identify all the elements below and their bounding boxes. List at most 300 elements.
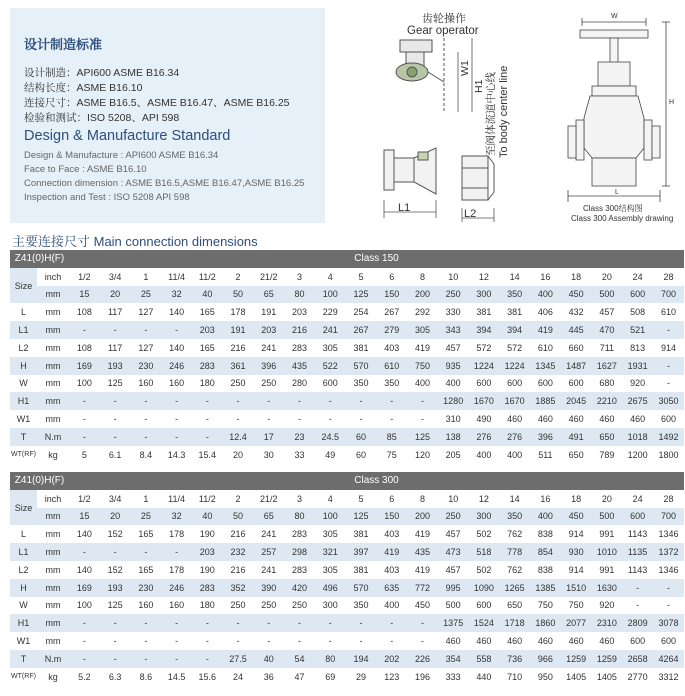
table-cell: 14.5 [161,668,192,686]
row-label: H1 [10,392,37,410]
unit-cell: mm [37,357,69,375]
table-cell: 460 [530,632,561,650]
table-cell: 460 [561,632,592,650]
table-cell: - [192,392,223,410]
table-cell: 117 [100,303,131,321]
row-label: T [10,428,37,446]
l1-label: L1 [398,202,411,214]
table-cell: 75 [376,446,407,464]
table-cell: 250 [438,286,469,304]
table-cell: - [69,650,100,668]
table-cell: 18 [561,268,592,286]
table-cell: 508 [622,303,653,321]
row-label: L [10,525,37,543]
table-cell: 50 [223,508,254,526]
table-row [10,410,684,428]
table-cell: - [130,632,161,650]
unit-cell: mm [37,286,69,304]
unit-cell: mm [37,508,69,526]
gear-operator-cn-label: 齿轮操作 [422,13,466,25]
table-cell: 1/2 [69,490,100,508]
table-cell: 460 [499,410,530,428]
table-cell: - [100,321,131,339]
table-cell: 6 [376,268,407,286]
row-label: L [10,303,37,321]
unit-cell: N.m [37,428,69,446]
table-cell: 635 [376,579,407,597]
center-line-cn-label: 至阀体流道中心线 [485,72,497,156]
table-cell: - [653,321,684,339]
table-cell: 350 [346,597,377,615]
table-cell: 36 [253,668,284,686]
table-cell: 1280 [438,392,469,410]
table-cell: 396 [253,357,284,375]
table-cell: 350 [499,508,530,526]
table-cell: 69 [315,668,346,686]
table-cell: 165 [130,525,161,543]
table-cell: 1135 [622,543,653,561]
table-cell: 3050 [653,392,684,410]
table-cell: - [192,632,223,650]
size-label: Size [10,490,37,526]
table-cell: - [253,392,284,410]
table-cell: 1345 [530,357,561,375]
table-cell: 491 [561,428,592,446]
table-cell: 1385 [530,579,561,597]
table-cell: 1143 [622,525,653,543]
table-cell: 276 [469,428,500,446]
table-cell: - [100,543,131,561]
table-cell: 1375 [438,614,469,632]
table-cell: 1492 [653,428,684,446]
table-cell: 400 [469,446,500,464]
unit-cell: mm [37,339,69,357]
table-cell: 178 [161,561,192,579]
model-label: Z41(0)H(F) [10,250,69,268]
table-cell: 125 [100,597,131,615]
table-cell: 30 [253,446,284,464]
table-cell: 25 [130,508,161,526]
table-cell: 750 [407,357,438,375]
table-cell: - [223,410,254,428]
table-cell: 600 [469,597,500,615]
unit-cell: mm [37,392,69,410]
table-cell: 226 [407,650,438,668]
table-cell: 381 [346,561,377,579]
table-cell: 950 [530,668,561,686]
table-cell: - [192,428,223,446]
table-cell: 420 [284,579,315,597]
table-cell: - [407,632,438,650]
table-cell: 283 [192,357,223,375]
table-cell: 152 [100,561,131,579]
table-cell: 660 [561,339,592,357]
table-cell: 600 [315,375,346,393]
row-label: L2 [10,561,37,579]
valve-drawings [340,8,685,230]
table-cell: 305 [315,339,346,357]
main-dimensions-title: 主要连接尺寸 Main connection dimensions [12,234,258,249]
table-cell: 165 [130,561,161,579]
table-cell: 352 [223,579,254,597]
table-cell: 178 [161,525,192,543]
table-cell: 610 [530,339,561,357]
table-cell: 267 [376,303,407,321]
table-cell: 600 [622,508,653,526]
table-cell: 25 [130,286,161,304]
row-label: W1 [10,410,37,428]
table-cell: 502 [469,561,500,579]
row-label: W [10,375,37,393]
table-cell: - [100,632,131,650]
table-cell: 300 [469,286,500,304]
table-cell: 15 [69,508,100,526]
table-cell: 65 [253,286,284,304]
table-cell: 419 [376,543,407,561]
unit-cell: mm [37,303,69,321]
table-cell: 914 [653,339,684,357]
table-cell: 460 [622,410,653,428]
unit-cell: kg [37,668,69,686]
table-header-row [10,472,684,490]
table-row [10,543,684,561]
table-cell: 100 [69,597,100,615]
table-cell: - [192,614,223,632]
table-row [10,614,684,632]
table-cell: 54 [284,650,315,668]
table-cell: 14.3 [161,446,192,464]
table-cell: 750 [561,597,592,615]
table-cell: - [223,392,254,410]
table-cell: 400 [530,286,561,304]
table-cell: 305 [315,561,346,579]
table-row [10,375,684,393]
table-cell: 570 [346,357,377,375]
table-cell: 108 [69,339,100,357]
table-cell: 403 [376,525,407,543]
table-cell: 60 [346,446,377,464]
table-cell: 246 [161,579,192,597]
table-cell: 600 [622,286,653,304]
table-cell: 40 [253,650,284,668]
table-cell: 400 [438,375,469,393]
table-cell: 267 [346,321,377,339]
table-cell: - [653,597,684,615]
table-cell: - [69,321,100,339]
table-cell: 28 [653,268,684,286]
class-label: Class 300 [69,472,684,490]
h1-label: H1 [473,79,485,93]
table-cell: 460 [438,632,469,650]
table-row [10,650,684,668]
table-cell: 460 [592,632,623,650]
table-cell: - [161,392,192,410]
table-cell: 1931 [622,357,653,375]
table-cell: - [161,321,192,339]
table-cell: 2210 [592,392,623,410]
table-cell: 280 [284,375,315,393]
table-cell: 15.6 [192,668,223,686]
table-cell: 496 [315,579,346,597]
table-cell: 450 [407,597,438,615]
center-line-en-label: To body center line [498,65,510,158]
table-cell: 521 [622,321,653,339]
unit-cell: mm [37,579,69,597]
row-label: W [10,597,37,615]
size-label: Size [10,268,37,304]
gear-operator-en-label: Gear operator [407,25,479,37]
table-cell: - [100,614,131,632]
table-cell: 250 [284,597,315,615]
table-cell: 310 [438,410,469,428]
table-cell: 435 [284,357,315,375]
table-cell: 5 [346,490,377,508]
table-cell: 165 [192,303,223,321]
table-cell: 2045 [561,392,592,410]
table-header-row [10,250,684,268]
table-cell: 20 [223,446,254,464]
table-cell: 246 [161,357,192,375]
table-cell: 100 [69,375,100,393]
table-cell: 11/2 [192,490,223,508]
table-cell: 32 [161,508,192,526]
table-cell: 610 [376,357,407,375]
table-cell: 1885 [530,392,561,410]
table-cell: 165 [192,339,223,357]
row-label: WT(RF) [10,446,37,464]
table-cell: 419 [407,339,438,357]
l-label: L [615,189,619,196]
table-cell: - [100,650,131,668]
table-cell: 17 [253,428,284,446]
table-cell: 150 [376,508,407,526]
table-cell: 216 [223,339,254,357]
table-cell: 1487 [561,357,592,375]
table-cell: 10 [438,490,469,508]
table-cell: 140 [161,339,192,357]
table-cell: 1/2 [69,268,100,286]
table-cell: 123 [376,668,407,686]
table-cell: 600 [469,375,500,393]
table-cell: 80 [284,508,315,526]
table-cell: 80 [284,286,315,304]
table-cell: 229 [315,303,346,321]
table-cell: 49 [315,446,346,464]
table-cell: 711 [592,339,623,357]
table-cell: 11/2 [192,268,223,286]
table-cell: 140 [161,303,192,321]
unit-cell: mm [37,410,69,428]
table-cell: 2077 [561,614,592,632]
table-cell: 419 [407,525,438,543]
table-cell: 100 [315,286,346,304]
row-label: WT(RF) [10,668,37,686]
table-cell: 250 [438,508,469,526]
table-cell: 400 [407,375,438,393]
table-cell: - [161,543,192,561]
gear-operator-icon [396,38,444,112]
table-cell: 6.1 [100,446,131,464]
table-cell: 500 [438,597,469,615]
table-cell: 150 [376,286,407,304]
table-cell: 396 [530,428,561,446]
table-cell: 502 [469,525,500,543]
table-cell: 191 [253,303,284,321]
table-cell: 20 [592,490,623,508]
row-label: T [10,650,37,668]
table-cell: 18 [561,490,592,508]
table-cell: - [376,392,407,410]
table-cell: 191 [223,321,254,339]
table-row [10,579,684,597]
table-cell: 778 [499,543,530,561]
table-cell: 80 [315,650,346,668]
table-cell: - [69,392,100,410]
standards-cn-title: 设计制造标准 [24,37,103,52]
table-row [10,321,684,339]
table-cell: 1670 [469,392,500,410]
table-cell: - [376,410,407,428]
unit-cell: kg [37,446,69,464]
table-cell: - [284,632,315,650]
table-cell: 813 [622,339,653,357]
table-cell: - [130,650,161,668]
table-cell: - [100,410,131,428]
table-cell: 432 [561,303,592,321]
table-cell: 203 [192,543,223,561]
table-cell: 5 [69,446,100,464]
table-cell: - [284,614,315,632]
table-cell: 24.5 [315,428,346,446]
table-cell: 935 [438,357,469,375]
table-cell: 47 [284,668,315,686]
table-cell: 343 [438,321,469,339]
flange-end-icon [384,148,436,194]
table-cell: 1259 [561,650,592,668]
table-cell: 160 [161,597,192,615]
table-cell: 100 [315,508,346,526]
table-cell: 4264 [653,650,684,668]
table-cell: 394 [499,321,530,339]
table-cell: 230 [130,357,161,375]
table-cell: 40 [192,286,223,304]
table-cell: 21/2 [253,490,284,508]
standards-panel [10,8,325,223]
unit-cell: mm [37,543,69,561]
table-cell: 250 [223,375,254,393]
table-cell: 2770 [622,668,653,686]
table-cell: 403 [376,561,407,579]
table-cell: - [407,392,438,410]
table-cell: - [653,357,684,375]
table-cell: 138 [438,428,469,446]
table-cell: 5 [346,268,377,286]
table-cell: 180 [192,375,223,393]
table-cell: 600 [622,632,653,650]
table-cell: 125 [407,428,438,446]
table-cell: 8.4 [130,446,161,464]
table-cell: 1224 [499,357,530,375]
table-cell: 305 [315,525,346,543]
table-cell: 194 [346,650,377,668]
table-cell: 117 [100,339,131,357]
table-cell: 152 [100,525,131,543]
table-cell: 196 [407,668,438,686]
table-cell: 20 [100,508,131,526]
l2-label: L2 [464,208,477,220]
table-row [10,632,684,650]
unit-cell: inch [37,268,69,286]
table-cell: 180 [192,597,223,615]
table-cell: 140 [69,525,100,543]
table-cell: 24 [622,268,653,286]
table-cell: 600 [499,375,530,393]
table-cell: 1630 [592,579,623,597]
table-cell: - [161,428,192,446]
table-cell: 283 [284,339,315,357]
table-cell: 854 [530,543,561,561]
table-cell: - [130,428,161,446]
table-cell: 394 [469,321,500,339]
table-cell: 32 [161,286,192,304]
table-cell: 1 [130,490,161,508]
table-cell: 400 [499,446,530,464]
table-cell: 1265 [499,579,530,597]
table-cell: - [253,614,284,632]
table-cell: 419 [530,321,561,339]
table-cell: 460 [561,410,592,428]
table-cell: 2658 [622,650,653,668]
table-cell: 230 [130,579,161,597]
table-cell: - [315,614,346,632]
unit-cell: mm [37,561,69,579]
table-cell: 1670 [499,392,530,410]
table-cell: 27.5 [223,650,254,668]
table-cell: 1405 [561,668,592,686]
table-cell: 254 [346,303,377,321]
table-cell: 381 [499,303,530,321]
table-cell: 4 [315,268,346,286]
table-row [10,525,684,543]
table-cell: 1 [130,268,161,286]
table-cell: - [622,579,653,597]
table-cell: 1800 [653,446,684,464]
table-cell: 11/4 [161,268,192,286]
table-row [10,446,684,464]
table-cell: 1018 [622,428,653,446]
table-cell: 178 [223,303,254,321]
row-label: L2 [10,339,37,357]
table-cell: 169 [69,357,100,375]
table-cell: 500 [592,508,623,526]
table-cell: 572 [499,339,530,357]
table-cell: 305 [407,321,438,339]
table-cell: 354 [438,650,469,668]
table-cell: 518 [469,543,500,561]
table-cell: - [346,392,377,410]
table-cell: 460 [469,632,500,650]
table-cell: - [69,632,100,650]
table-cell: 490 [469,410,500,428]
table-cell: 250 [223,597,254,615]
table-cell: 600 [653,632,684,650]
standards-en-line: Design & Manufacture : API600 ASME B16.34 [24,150,219,161]
table-cell: 279 [376,321,407,339]
table-cell: 65 [253,508,284,526]
table-row-inch [10,490,684,508]
table-cell: 1627 [592,357,623,375]
table-cell: 203 [192,321,223,339]
